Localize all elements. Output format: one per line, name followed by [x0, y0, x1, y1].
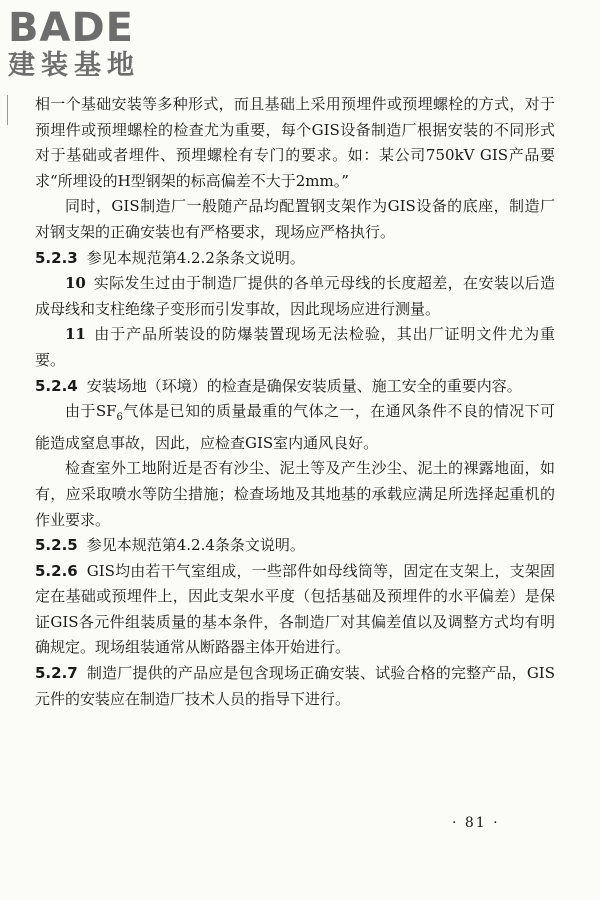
paragraph-sf6	[35, 399, 555, 456]
section-number: 5.2.3	[35, 248, 78, 267]
section-5-2-3	[35, 246, 555, 272]
sf6-post: 气体是已知的质量最重的气体之一，在通风条件不良的情况下可能造成窒息事故，因此，应检查GIS室内通风良好。	[35, 402, 555, 452]
section-number: 5.2.7	[35, 664, 78, 683]
paragraph-steel-support: 同时，GIS制造厂一般随产品均配置钢支架作为GIS设备的底座，制造厂对钢支架的正确安装也有严格要求，现场应严格执行。	[35, 197, 555, 241]
sf6-pre: 由于SF	[65, 402, 117, 421]
sf6-subscript: 6	[116, 412, 123, 424]
item-text: 实际发生过由于制造厂提供的各单元母线的长度超差，在安装以后造成母线和支柱绝缘子变形而引发事故，因此现场应进行测量。	[35, 274, 555, 318]
item-number: 11	[65, 325, 86, 344]
logo	[8, 6, 140, 82]
section-number: 5.2.4	[35, 376, 78, 395]
section-5-2-7	[35, 661, 555, 712]
section-number: 5.2.5	[35, 536, 78, 555]
section-text: 制造厂提供的产品应是包含现场正确安装、试验合格的完整产品，GIS元件的安装应在制造厂技术人员的指导下进行。	[35, 664, 555, 708]
item-10	[35, 271, 555, 322]
section-5-2-5	[35, 533, 555, 559]
section-5-2-4	[35, 374, 555, 400]
logo-en: BADE	[8, 5, 134, 51]
paragraph-continuation: 相一个基础安装等多种形式，而且基础上采用预埋件或预埋螺栓的方式，对于预埋件或预埋螺栓的检查尤为重要，每个GIS设备制造厂根据安装的不同形式对于基础或者埋件、预埋螺栓有专门的要求。如：某公司750kV GIS产品要求“所埋设的H型钢架的标高偏差不大于2mm。”	[35, 95, 555, 190]
item-number: 10	[65, 274, 86, 293]
margin-line	[7, 95, 8, 125]
item-text: 由于产品所装设的防爆装置现场无法检验，其出厂证明文件尤为重要。	[35, 325, 555, 369]
section-text: GIS均由若干气室组成，一些部件如母线筒等，固定在支架上，支架固定在基础或预埋件上，因此支架水平度（包括基础及预埋件的水平偏差）是保证GIS各元件组装质量的基本条件，各制造厂对其偏差值以及调整方式均有明确规定。现场组装通常从断路器主体开始进行。	[35, 561, 555, 657]
paragraph-outdoor-site: 检查室外工地附近是否有沙尘、泥土等及产生沙尘、泥土的裸露地面，如有，应采取喷水等防尘措施；检查场地及其地基的承载应满足所选择起重机的作业要求。	[35, 459, 555, 529]
item-11	[35, 322, 555, 373]
logo-cn: 建装基地	[8, 50, 140, 81]
section-text: 安装场地（环境）的检查是确保安装质量、施工安全的重要内容。	[86, 376, 522, 395]
section-5-2-6	[35, 559, 555, 661]
document-body	[35, 92, 555, 712]
page-number: · 81 ·	[452, 815, 500, 831]
section-text: 参见本规范第4.2.4条条文说明。	[86, 536, 305, 555]
section-number: 5.2.6	[35, 561, 78, 580]
section-text: 参见本规范第4.2.2条条文说明。	[86, 248, 305, 267]
